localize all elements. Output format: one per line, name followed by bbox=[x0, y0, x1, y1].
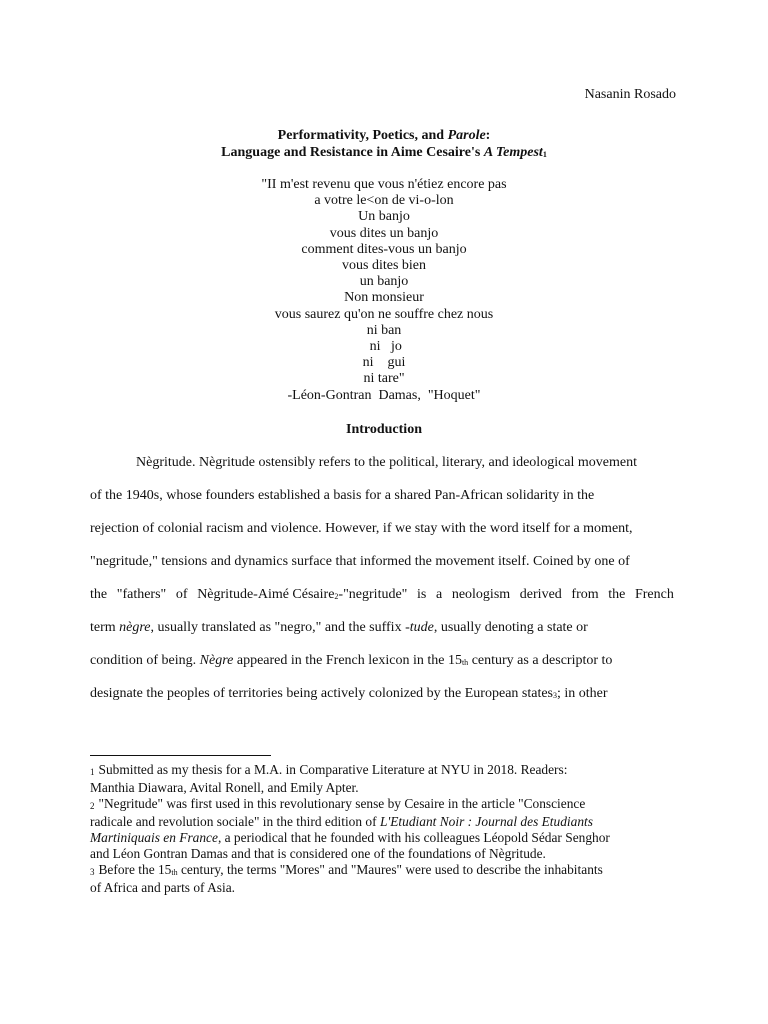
title-line-1: Performativity, Poetics, and Parole: bbox=[277, 128, 491, 143]
section-heading-introduction: Introduction bbox=[346, 422, 422, 437]
poem-line: vous dites bien bbox=[342, 258, 426, 274]
body-line: "negritude," tensions and dynamics surface that informed the movement itself. Coined by one of bbox=[90, 554, 630, 569]
footnotes bbox=[90, 762, 674, 896]
footnote-number: 3 bbox=[90, 867, 95, 877]
body-line-justified: the "fathers" of Nègritude-Aimé Césaire2-"negritude" is a neologism derived from the French bbox=[90, 586, 674, 619]
body-line: condition of being. Nègre appeared in the French lexicon in the 15th century as a descriptor to bbox=[90, 653, 613, 668]
poem-attribution: -Léon-Gontran Damas, "Hoquet" bbox=[287, 387, 481, 403]
poem-line: ni jo bbox=[366, 339, 402, 355]
poem-line: ni ban bbox=[366, 322, 402, 338]
body-line: rejection of colonial racism and violence. However, if we stay with the word itself for a moment, bbox=[90, 521, 633, 536]
footnote-ref-2[interactable]: 2 bbox=[334, 592, 339, 601]
footnote-separator bbox=[90, 755, 271, 756]
epigraph-poem bbox=[92, 177, 676, 404]
poem-line: Un banjo bbox=[358, 209, 410, 225]
body-paragraph bbox=[90, 454, 674, 718]
poem-line: vous saurez qu'on ne souffre chez nous bbox=[274, 306, 494, 322]
poem-line: vous dites un banjo bbox=[329, 225, 439, 241]
body-line: designate the peoples of territories being actively colonized by the European states3; in other bbox=[90, 686, 608, 701]
footnote-number: 2 bbox=[90, 801, 95, 811]
footnote-2: 2 "Negritude" was first used in this revolutionary sense by Cesaire in the article "Conscience radicale and revolution sociale" in the third edition of L'Etudiant Noir : Journal des Etudiants Martiniquais en France, a periodical that he founded with his colleagues Léopold Sédar Senghor and Léon Gontran Damas and that is considered one of the foundations of Nègritude. bbox=[90, 796, 610, 861]
footnote-1: 1 Submitted as my thesis for a M.A. in Comparative Literature at NYU in 2018. Readers: Manthia Diawara, Avital Ronell, and Emily Apter. bbox=[90, 762, 568, 795]
title-line-2: Language and Resistance in Aime Cesaire's A Tempest1 bbox=[221, 145, 547, 160]
author-name: Nasanin Rosado bbox=[584, 87, 676, 102]
poem-line: un banjo bbox=[359, 274, 409, 290]
poem-line: Non monsieur bbox=[344, 290, 424, 306]
poem-line: ni gui bbox=[362, 355, 406, 371]
footnote-number: 1 bbox=[90, 767, 95, 777]
poem-line: "II m'est revenu que vous n'étiez encore pas bbox=[261, 177, 507, 192]
footnote-ref-1[interactable]: 1 bbox=[542, 150, 547, 159]
body-line: term nègre, usually translated as "negro," and the suffix -tude, usually denoting a state or bbox=[90, 620, 588, 635]
poem-line: ni tare" bbox=[363, 371, 405, 387]
footnote-ref-3[interactable]: 3 bbox=[553, 691, 558, 700]
poem-line: a votre le<on de vi-o-lon bbox=[314, 193, 454, 209]
word-group: Nègritude-Aimé Césaire2-"negritude" bbox=[197, 587, 408, 602]
body-line: Nègritude. Nègritude ostensibly refers to the political, literary, and ideological movement bbox=[136, 455, 637, 470]
title-italic-parole: Parole bbox=[447, 128, 486, 143]
poem-line: comment dites-vous un banjo bbox=[301, 241, 467, 257]
title-italic-tempest: A Tempest bbox=[483, 145, 543, 160]
footnote-3: 3 Before the 15th century, the terms "Mores" and "Maures" were used to describe the inhabitants of Africa and parts of Asia. bbox=[90, 862, 603, 895]
body-line: of the 1940s, whose founders established a basis for a shared Pan-African solidarity in the bbox=[90, 488, 595, 503]
paper-title bbox=[92, 127, 676, 161]
